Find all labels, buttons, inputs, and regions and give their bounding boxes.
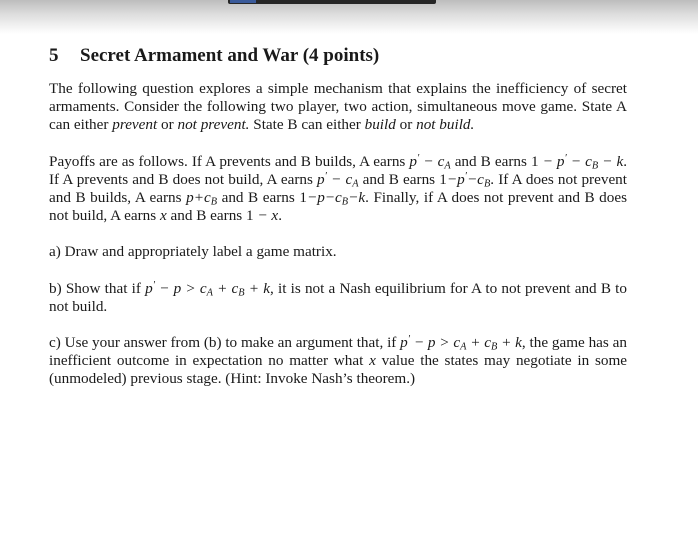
part-b-text: b) Show that if (49, 279, 141, 297)
math-expr: $p+c_B$ (186, 189, 218, 208)
part-c-text: value the states may negotiate in some (unmodeled) previous stage. (Hint: Invoke Nash’s theorem.) (49, 352, 627, 388)
payoff-text: and B earns (170, 207, 243, 225)
math-condition: $p' - p > c_A + c_B + k$ (400, 333, 522, 353)
intro-paragraph (49, 80, 627, 135)
top-toolbar-bar (228, 0, 436, 4)
payoff-text: . (278, 207, 282, 225)
payoff-text: Payoffs are as follows. If A prevents and B builds, A earns (49, 152, 406, 170)
action-build: build (364, 116, 396, 134)
payoff-text: . Finally, if A does not prevent and B does not build, A earns (49, 189, 628, 225)
top-shadow (0, 0, 698, 34)
part-c-text: , the game has an inefficient outcome in expectation no matter what (49, 334, 627, 370)
math-expr: 1 − x (246, 207, 279, 225)
payoff-text: . If A does not prevent and B builds, A earns (49, 170, 627, 207)
intro-text: The following question explores a simple mechanism that explains the inefficiency of secret armaments. Consider the following two player, two action, simultaneous move game. State A can either (49, 80, 627, 134)
math-expr: $1-p'-c_B$ (439, 170, 491, 190)
part-b-text: , it is not a Nash equilibrium for A to not prevent and B to not build. (49, 279, 627, 315)
section-heading (49, 44, 627, 68)
part-c-text: c) Use your answer from (b) to make an argument that, if (49, 334, 397, 352)
math-expr: $p' - c_A$ (317, 170, 359, 190)
payoff-text: and B earns (221, 189, 295, 207)
math-expr: $p' - c_A$ (409, 152, 451, 171)
payoff-text: . If A prevents and B does not build, A earns (49, 152, 627, 188)
payoff-text: and B earns (362, 170, 436, 188)
math-expr: $1 - p' - c_B - k$ (530, 152, 624, 171)
intro-state-b: State B can either (253, 116, 361, 134)
part-a: a) Draw and appropriately label a game matrix. (49, 243, 337, 261)
payoff-text: and B earns (454, 152, 527, 170)
math-expr: $1-p-c_B-k$ (299, 189, 366, 208)
document-page (49, 44, 627, 389)
math-expr: x (369, 352, 376, 370)
toolbar-accent (230, 0, 256, 3)
part-b (49, 280, 627, 316)
part-c (49, 334, 627, 389)
intro-or-2: or (399, 116, 413, 134)
section-title: Secret Armament and War (4 points) (80, 45, 380, 66)
math-expr: x (159, 207, 167, 225)
action-not-build: not build. (416, 116, 475, 134)
section-number: 5 (49, 45, 59, 66)
action-prevent: prevent (112, 116, 158, 134)
action-not-prevent: not prevent. (177, 116, 250, 134)
math-condition: $p' - p > c_A + c_B + k$ (145, 279, 270, 298)
intro-or-1: or (161, 116, 174, 134)
payoffs-paragraph (49, 153, 627, 226)
